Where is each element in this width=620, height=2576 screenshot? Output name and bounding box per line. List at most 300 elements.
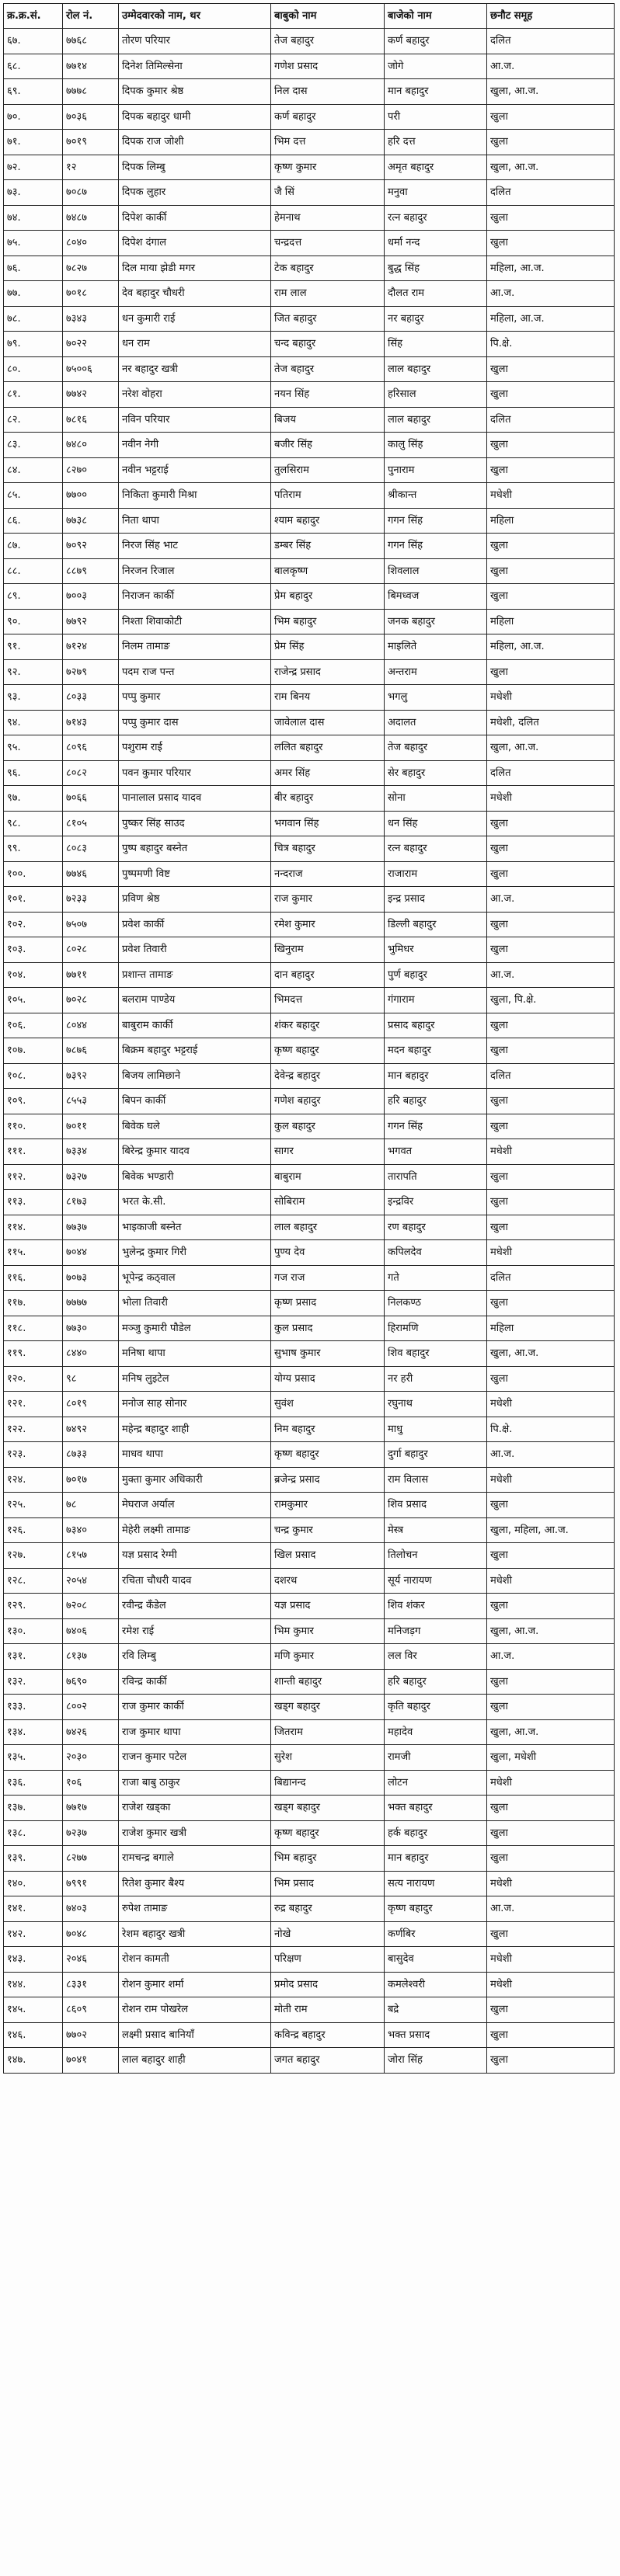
cell-serial: १०९. — [4, 1089, 63, 1114]
table-row — [4, 130, 615, 155]
cell-father-name: परिक्षण — [271, 1947, 385, 1973]
cell-father-name: कृष्ण बहादुर — [271, 1820, 385, 1846]
cell-serial: ८१. — [4, 382, 63, 408]
cell-selection-group: खुला — [487, 433, 615, 458]
cell-candidate-name: रचिता चौधरी यादव — [119, 1568, 271, 1594]
cell-candidate-name: महेन्द्र बहादुर शाही — [119, 1417, 271, 1442]
table-row — [4, 1114, 615, 1139]
header-candidate-name: उम्मेदवारको नाम, थर — [119, 4, 271, 29]
cell-father-name: बिद्यानन्द — [271, 1770, 385, 1796]
cell-selection-group: पि.क्षे. — [487, 332, 615, 357]
cell-selection-group: मधेशी — [487, 1392, 615, 1417]
cell-roll-no: ८३३१ — [63, 1972, 119, 1997]
table-row — [4, 104, 615, 130]
cell-roll-no: १०६ — [63, 1770, 119, 1796]
cell-roll-no: ७७४२ — [63, 382, 119, 408]
cell-father-name: नोखे — [271, 1921, 385, 1947]
cell-serial: १२०. — [4, 1366, 63, 1392]
cell-father-name: भिम कुमार — [271, 1618, 385, 1644]
cell-serial: १३३. — [4, 1695, 63, 1720]
cell-father-name: भगवान सिंह — [271, 811, 385, 836]
cell-father-name: रामकुमार — [271, 1493, 385, 1518]
cell-candidate-name: बिपन कार्की — [119, 1089, 271, 1114]
cell-serial: १४२. — [4, 1921, 63, 1947]
table-row — [4, 256, 615, 281]
table-row — [4, 2048, 615, 2074]
cell-selection-group: महिला, आ.ज. — [487, 256, 615, 281]
cell-serial: ९५. — [4, 735, 63, 761]
cell-candidate-name: दिपक राज जोशी — [119, 130, 271, 155]
cell-candidate-name: रविन्द्र कार्की — [119, 1669, 271, 1695]
cell-serial: ७८. — [4, 306, 63, 332]
cell-selection-group: खुला — [487, 205, 615, 231]
table-row — [4, 1442, 615, 1468]
cell-selection-group: खुला — [487, 937, 615, 963]
cell-selection-group: खुला — [487, 1114, 615, 1139]
cell-grandfather-name: तेज बहादुर — [385, 735, 487, 761]
cell-serial: ११५. — [4, 1240, 63, 1266]
cell-father-name: टेक बहादुर — [271, 256, 385, 281]
cell-candidate-name: नवीन नेगी — [119, 433, 271, 458]
cell-father-name: जावेलाल दास — [271, 710, 385, 735]
cell-serial: ७१. — [4, 130, 63, 155]
cell-roll-no: ८१०५ — [63, 811, 119, 836]
cell-selection-group: आ.ज. — [487, 1644, 615, 1670]
cell-roll-no: ८६०९ — [63, 1997, 119, 2023]
cell-selection-group: खुला — [487, 1089, 615, 1114]
cell-grandfather-name: नर बहादुर — [385, 306, 487, 332]
cell-father-name: शान्ती बहादुर — [271, 1669, 385, 1695]
cell-grandfather-name: धर्मा नन्द — [385, 231, 487, 256]
cell-father-name: कृष्ण बहादुर — [271, 1038, 385, 1064]
table-row — [4, 912, 615, 937]
cell-grandfather-name: मान बहादुर — [385, 1846, 487, 1872]
table-row — [4, 1695, 615, 1720]
cell-roll-no: २०४६ — [63, 1947, 119, 1973]
cell-candidate-name: दिपक कुमार श्रेष्ठ — [119, 79, 271, 105]
cell-candidate-name: रुपेश तामाङ — [119, 1896, 271, 1922]
cell-father-name: खड्ग बहादुर — [271, 1796, 385, 1821]
cell-grandfather-name: गंगाराम — [385, 988, 487, 1013]
cell-roll-no: ७०८७ — [63, 180, 119, 206]
table-row — [4, 508, 615, 534]
cell-selection-group: खुला, आ.ज. — [487, 155, 615, 180]
cell-father-name: भिम बहादुर — [271, 1846, 385, 1872]
cell-selection-group: खुला — [487, 811, 615, 836]
cell-selection-group: खुला — [487, 584, 615, 610]
cell-grandfather-name: राम विलास — [385, 1467, 487, 1493]
cell-serial: ६९. — [4, 79, 63, 105]
table-row — [4, 887, 615, 913]
cell-grandfather-name: बिमध्वज — [385, 584, 487, 610]
cell-father-name: रमेश कुमार — [271, 912, 385, 937]
cell-grandfather-name: गगन सिंह — [385, 1114, 487, 1139]
cell-serial: ७६. — [4, 256, 63, 281]
table-row — [4, 1594, 615, 1619]
cell-candidate-name: धन राम — [119, 332, 271, 357]
table-row — [4, 811, 615, 836]
cell-grandfather-name: मनिजड़ग — [385, 1618, 487, 1644]
cell-selection-group: खुला — [487, 1038, 615, 1064]
cell-grandfather-name: परी — [385, 104, 487, 130]
cell-selection-group: मधेशी — [487, 786, 615, 812]
table-row — [4, 1871, 615, 1896]
cell-roll-no: ७७०२ — [63, 2022, 119, 2048]
cell-candidate-name: राजन कुमार पटेल — [119, 1745, 271, 1771]
table-row — [4, 1190, 615, 1215]
cell-roll-no: ७७०० — [63, 483, 119, 509]
cell-selection-group: खुला — [487, 1594, 615, 1619]
cell-grandfather-name: सत्य नारायण — [385, 1871, 487, 1896]
cell-roll-no: ७९९१ — [63, 1871, 119, 1896]
cell-candidate-name: नर बहादुर खत्री — [119, 356, 271, 382]
cell-roll-no: ७५००६ — [63, 356, 119, 382]
cell-selection-group: महिला — [487, 1316, 615, 1341]
cell-roll-no: ७०४१ — [63, 2048, 119, 2074]
cell-roll-no: ७७४६ — [63, 861, 119, 887]
cell-candidate-name: निराजन कार्की — [119, 584, 271, 610]
cell-serial: १३२. — [4, 1669, 63, 1695]
cell-roll-no: ८०८३ — [63, 836, 119, 862]
cell-grandfather-name: भक्त प्रसाद — [385, 2022, 487, 2048]
cell-grandfather-name: माधु — [385, 1417, 487, 1442]
cell-serial: १००. — [4, 861, 63, 887]
cell-father-name: खड्ग बहादुर — [271, 1695, 385, 1720]
cell-roll-no: ७०२२ — [63, 332, 119, 357]
table-row — [4, 735, 615, 761]
cell-serial: १०८. — [4, 1063, 63, 1089]
cell-roll-no: ८०८२ — [63, 760, 119, 786]
cell-roll-no: ७७९२ — [63, 609, 119, 634]
cell-grandfather-name: प्रसाद बहादुर — [385, 1013, 487, 1038]
cell-serial: ९९. — [4, 836, 63, 862]
table-row — [4, 231, 615, 256]
cell-selection-group: खुला — [487, 2022, 615, 2048]
cell-serial: ८४. — [4, 457, 63, 483]
cell-grandfather-name: नर हरी — [385, 1366, 487, 1392]
cell-father-name: चन्द बहादुर — [271, 332, 385, 357]
cell-serial: ११०. — [4, 1114, 63, 1139]
cell-candidate-name: बिरेन्द्र कुमार यादव — [119, 1139, 271, 1165]
cell-roll-no: १२ — [63, 155, 119, 180]
cell-candidate-name: पप्पु कुमार दास — [119, 710, 271, 735]
table-row — [4, 483, 615, 509]
cell-roll-no: ७४९२ — [63, 1417, 119, 1442]
cell-grandfather-name: राजाराम — [385, 861, 487, 887]
cell-candidate-name: पवन कुमार परियार — [119, 760, 271, 786]
cell-serial: ८७. — [4, 534, 63, 559]
cell-grandfather-name: डिल्ली बहादुर — [385, 912, 487, 937]
cell-serial: १४३. — [4, 1947, 63, 1973]
cell-selection-group: खुला — [487, 1215, 615, 1240]
cell-grandfather-name: तारापति — [385, 1164, 487, 1190]
candidate-table — [3, 3, 615, 2074]
cell-father-name: जै सिं — [271, 180, 385, 206]
cell-father-name: भिम बहादुर — [271, 609, 385, 634]
table-row — [4, 534, 615, 559]
cell-roll-no: ७३९२ — [63, 1063, 119, 1089]
cell-father-name: ब्रजेन्द्र प्रसाद — [271, 1467, 385, 1493]
cell-selection-group: दलित — [487, 760, 615, 786]
cell-grandfather-name: कृष्ण बहादुर — [385, 1896, 487, 1922]
table-row — [4, 1392, 615, 1417]
cell-grandfather-name: तिलोचन — [385, 1543, 487, 1569]
cell-serial: ९१. — [4, 634, 63, 660]
cell-selection-group: महिला — [487, 508, 615, 534]
cell-candidate-name: बिक्रम बहादुर भट्टराई — [119, 1038, 271, 1064]
cell-grandfather-name: महादेव — [385, 1719, 487, 1745]
cell-father-name: खिल प्रसाद — [271, 1543, 385, 1569]
cell-candidate-name: राजेश खड्का — [119, 1796, 271, 1821]
cell-grandfather-name: रण बहादुर — [385, 1215, 487, 1240]
cell-grandfather-name: जनक बहादुर — [385, 609, 487, 634]
cell-serial: १४१. — [4, 1896, 63, 1922]
table-row — [4, 1543, 615, 1569]
cell-serial: ७४. — [4, 205, 63, 231]
table-row — [4, 1644, 615, 1670]
table-row — [4, 1796, 615, 1821]
cell-roll-no: ८१३७ — [63, 1644, 119, 1670]
cell-father-name: बालकृष्ण — [271, 558, 385, 584]
cell-serial: १२८. — [4, 1568, 63, 1594]
cell-serial: ७७. — [4, 281, 63, 307]
cell-selection-group: मधेशी — [487, 1139, 615, 1165]
cell-selection-group: खुला — [487, 1190, 615, 1215]
cell-grandfather-name: पुर्ण बहादुर — [385, 962, 487, 988]
cell-candidate-name: दिपेश दंगाल — [119, 231, 271, 256]
cell-grandfather-name: रत्न बहादुर — [385, 836, 487, 862]
cell-roll-no: ७०४८ — [63, 1921, 119, 1947]
cell-father-name: लाल बहादुर — [271, 1215, 385, 1240]
cell-candidate-name: तोरण परियार — [119, 29, 271, 54]
cell-grandfather-name: लल विर — [385, 1644, 487, 1670]
table-row — [4, 1669, 615, 1695]
cell-serial: १३५. — [4, 1745, 63, 1771]
cell-serial: ९२. — [4, 659, 63, 685]
cell-father-name: नयन सिंह — [271, 382, 385, 408]
cell-serial: ८९. — [4, 584, 63, 610]
cell-selection-group: खुला, आ.ज. — [487, 1618, 615, 1644]
cell-grandfather-name: मेस्त्र — [385, 1517, 487, 1543]
table-row — [4, 1568, 615, 1594]
cell-father-name: भिमदत्त — [271, 988, 385, 1013]
table-row — [4, 1846, 615, 1872]
cell-selection-group: आ.ज. — [487, 962, 615, 988]
table-row — [4, 79, 615, 105]
cell-father-name: निल दास — [271, 79, 385, 105]
cell-candidate-name: रामचन्द्र बगाले — [119, 1846, 271, 1872]
table-row — [4, 1896, 615, 1922]
cell-roll-no: ७०६६ — [63, 786, 119, 812]
cell-father-name: बाबुराम — [271, 1164, 385, 1190]
table-row — [4, 786, 615, 812]
cell-roll-no: ८१७३ — [63, 1190, 119, 1215]
cell-serial: ११९. — [4, 1341, 63, 1367]
cell-selection-group: दलित — [487, 29, 615, 54]
cell-candidate-name: पुष्प बहादुर बस्नेत — [119, 836, 271, 862]
cell-candidate-name: राजेश कुमार खत्री — [119, 1820, 271, 1846]
cell-roll-no: ८०४४ — [63, 1013, 119, 1038]
cell-roll-no: ७०३६ — [63, 104, 119, 130]
table-row — [4, 457, 615, 483]
cell-roll-no: ७४८७ — [63, 205, 119, 231]
cell-roll-no: ८०३३ — [63, 685, 119, 711]
cell-father-name: शंकर बहादुर — [271, 1013, 385, 1038]
cell-roll-no: ८२७७ — [63, 1846, 119, 1872]
cell-father-name: गणेश प्रसाद — [271, 54, 385, 79]
cell-serial: १३१. — [4, 1644, 63, 1670]
cell-grandfather-name: अदालत — [385, 710, 487, 735]
cell-father-name: राम बिनय — [271, 685, 385, 711]
cell-candidate-name: यज्ञ प्रसाद रेग्मी — [119, 1543, 271, 1569]
cell-candidate-name: भुलेन्द्र कुमार गिरी — [119, 1240, 271, 1266]
cell-roll-no: ७०१९ — [63, 130, 119, 155]
cell-candidate-name: रोशन राम पोखरेल — [119, 1997, 271, 2023]
table-row — [4, 1265, 615, 1291]
cell-grandfather-name: भुमिधर — [385, 937, 487, 963]
cell-selection-group: खुला — [487, 1921, 615, 1947]
cell-father-name: भिम दत्त — [271, 130, 385, 155]
cell-serial: ६८. — [4, 54, 63, 79]
cell-roll-no: ७१४३ — [63, 710, 119, 735]
cell-candidate-name: बाबुराम कार्की — [119, 1013, 271, 1038]
cell-father-name: जगत बहादुर — [271, 2048, 385, 2074]
cell-roll-no: ७८७६ — [63, 1038, 119, 1064]
cell-grandfather-name: दौलत राम — [385, 281, 487, 307]
cell-father-name: तेज बहादुर — [271, 29, 385, 54]
table-row — [4, 1038, 615, 1064]
cell-selection-group: खुला — [487, 231, 615, 256]
cell-serial: ९४. — [4, 710, 63, 735]
cell-father-name: हेमनाथ — [271, 205, 385, 231]
cell-candidate-name: पशुराम राई — [119, 735, 271, 761]
cell-father-name: नन्दराज — [271, 861, 385, 887]
cell-serial: १३९. — [4, 1846, 63, 1872]
cell-father-name: देवेन्द्र बहादुर — [271, 1063, 385, 1089]
cell-serial: ११८. — [4, 1316, 63, 1341]
table-row — [4, 1947, 615, 1973]
cell-father-name: दान बहादुर — [271, 962, 385, 988]
table-row — [4, 710, 615, 735]
cell-serial: १०२. — [4, 912, 63, 937]
cell-candidate-name: मुक्ता कुमार अधिकारी — [119, 1467, 271, 1493]
cell-grandfather-name: सूर्य नारायण — [385, 1568, 487, 1594]
cell-candidate-name: मनोज साह सोनार — [119, 1392, 271, 1417]
cell-serial: ७५. — [4, 231, 63, 256]
cell-selection-group: खुला — [487, 558, 615, 584]
cell-serial: ९८. — [4, 811, 63, 836]
cell-selection-group: खुला — [487, 1846, 615, 1872]
cell-roll-no: ८१५७ — [63, 1543, 119, 1569]
cell-candidate-name: प्रवेश तिवारी — [119, 937, 271, 963]
cell-serial: १४७. — [4, 2048, 63, 2074]
cell-serial: ८०. — [4, 356, 63, 382]
cell-candidate-name: मनिष लुइटेल — [119, 1366, 271, 1392]
cell-roll-no: ७२७९ — [63, 659, 119, 685]
cell-serial: ११४. — [4, 1215, 63, 1240]
table-row — [4, 1820, 615, 1846]
cell-grandfather-name: मान बहादुर — [385, 79, 487, 105]
cell-grandfather-name: रामजी — [385, 1745, 487, 1771]
cell-roll-no: ७१२४ — [63, 634, 119, 660]
cell-grandfather-name: भगवत — [385, 1139, 487, 1165]
table-row — [4, 1517, 615, 1543]
cell-selection-group: खुला, आ.ज. — [487, 1719, 615, 1745]
cell-selection-group: खुला, पि.क्षे. — [487, 988, 615, 1013]
table-row — [4, 1745, 615, 1771]
cell-serial: ८२. — [4, 407, 63, 433]
cell-grandfather-name: अमृत बहादुर — [385, 155, 487, 180]
cell-grandfather-name: हरि बहादुर — [385, 1089, 487, 1114]
cell-selection-group: मधेशी — [487, 483, 615, 509]
cell-roll-no: ७७७७ — [63, 1291, 119, 1316]
cell-selection-group: महिला, आ.ज. — [487, 306, 615, 332]
table-row — [4, 1997, 615, 2023]
cell-candidate-name: पुष्कर सिंह साउद — [119, 811, 271, 836]
cell-grandfather-name: कृति बहादुर — [385, 1695, 487, 1720]
cell-selection-group: खुला — [487, 130, 615, 155]
cell-roll-no: ७८२७ — [63, 256, 119, 281]
table-row — [4, 1493, 615, 1518]
table-row — [4, 1240, 615, 1266]
cell-candidate-name: भाइकाजी बस्नेत — [119, 1215, 271, 1240]
cell-father-name: मोती राम — [271, 1997, 385, 2023]
cell-candidate-name: निरज सिंह भाट — [119, 534, 271, 559]
cell-selection-group: खुला, महिला, आ.ज. — [487, 1517, 615, 1543]
table-row — [4, 1366, 615, 1392]
cell-grandfather-name: हरिसाल — [385, 382, 487, 408]
cell-roll-no: ८०२८ — [63, 937, 119, 963]
cell-candidate-name: राज कुमार थापा — [119, 1719, 271, 1745]
cell-father-name: सुवंश — [271, 1392, 385, 1417]
cell-serial: ८५. — [4, 483, 63, 509]
cell-father-name: कृष्ण प्रसाद — [271, 1291, 385, 1316]
cell-father-name: योग्य प्रसाद — [271, 1366, 385, 1392]
cell-serial: १४५. — [4, 1997, 63, 2023]
cell-grandfather-name: कपिलदेव — [385, 1240, 487, 1266]
cell-roll-no: ७५०७ — [63, 912, 119, 937]
cell-serial: १२२. — [4, 1417, 63, 1442]
cell-candidate-name: बिवेक भण्डारी — [119, 1164, 271, 1190]
cell-father-name: कुल बहादुर — [271, 1114, 385, 1139]
cell-grandfather-name: बद्रे — [385, 1997, 487, 2023]
cell-selection-group: खुला, मधेशी — [487, 1745, 615, 1771]
cell-grandfather-name: गगन सिंह — [385, 534, 487, 559]
cell-selection-group: खुला, आ.ज. — [487, 1341, 615, 1367]
table-row — [4, 659, 615, 685]
cell-roll-no: ७४०३ — [63, 1896, 119, 1922]
cell-roll-no: ७६९० — [63, 1669, 119, 1695]
table-row — [4, 634, 615, 660]
cell-candidate-name: प्रविण श्रेष्ठ — [119, 887, 271, 913]
cell-grandfather-name: कर्णबिर — [385, 1921, 487, 1947]
cell-grandfather-name: मदन बहादुर — [385, 1038, 487, 1064]
cell-serial: ७९. — [4, 332, 63, 357]
table-row — [4, 558, 615, 584]
cell-serial: १३०. — [4, 1618, 63, 1644]
table-row — [4, 962, 615, 988]
cell-candidate-name: निलम तामाङ — [119, 634, 271, 660]
table-row — [4, 1417, 615, 1442]
cell-serial: १११. — [4, 1139, 63, 1165]
cell-selection-group: दलित — [487, 1063, 615, 1089]
cell-serial: १२५. — [4, 1493, 63, 1518]
cell-father-name: राजेन्द्र प्रसाद — [271, 659, 385, 685]
cell-selection-group: मधेशी — [487, 685, 615, 711]
cell-father-name: सागर — [271, 1139, 385, 1165]
table-row — [4, 306, 615, 332]
cell-serial: १३८. — [4, 1820, 63, 1846]
